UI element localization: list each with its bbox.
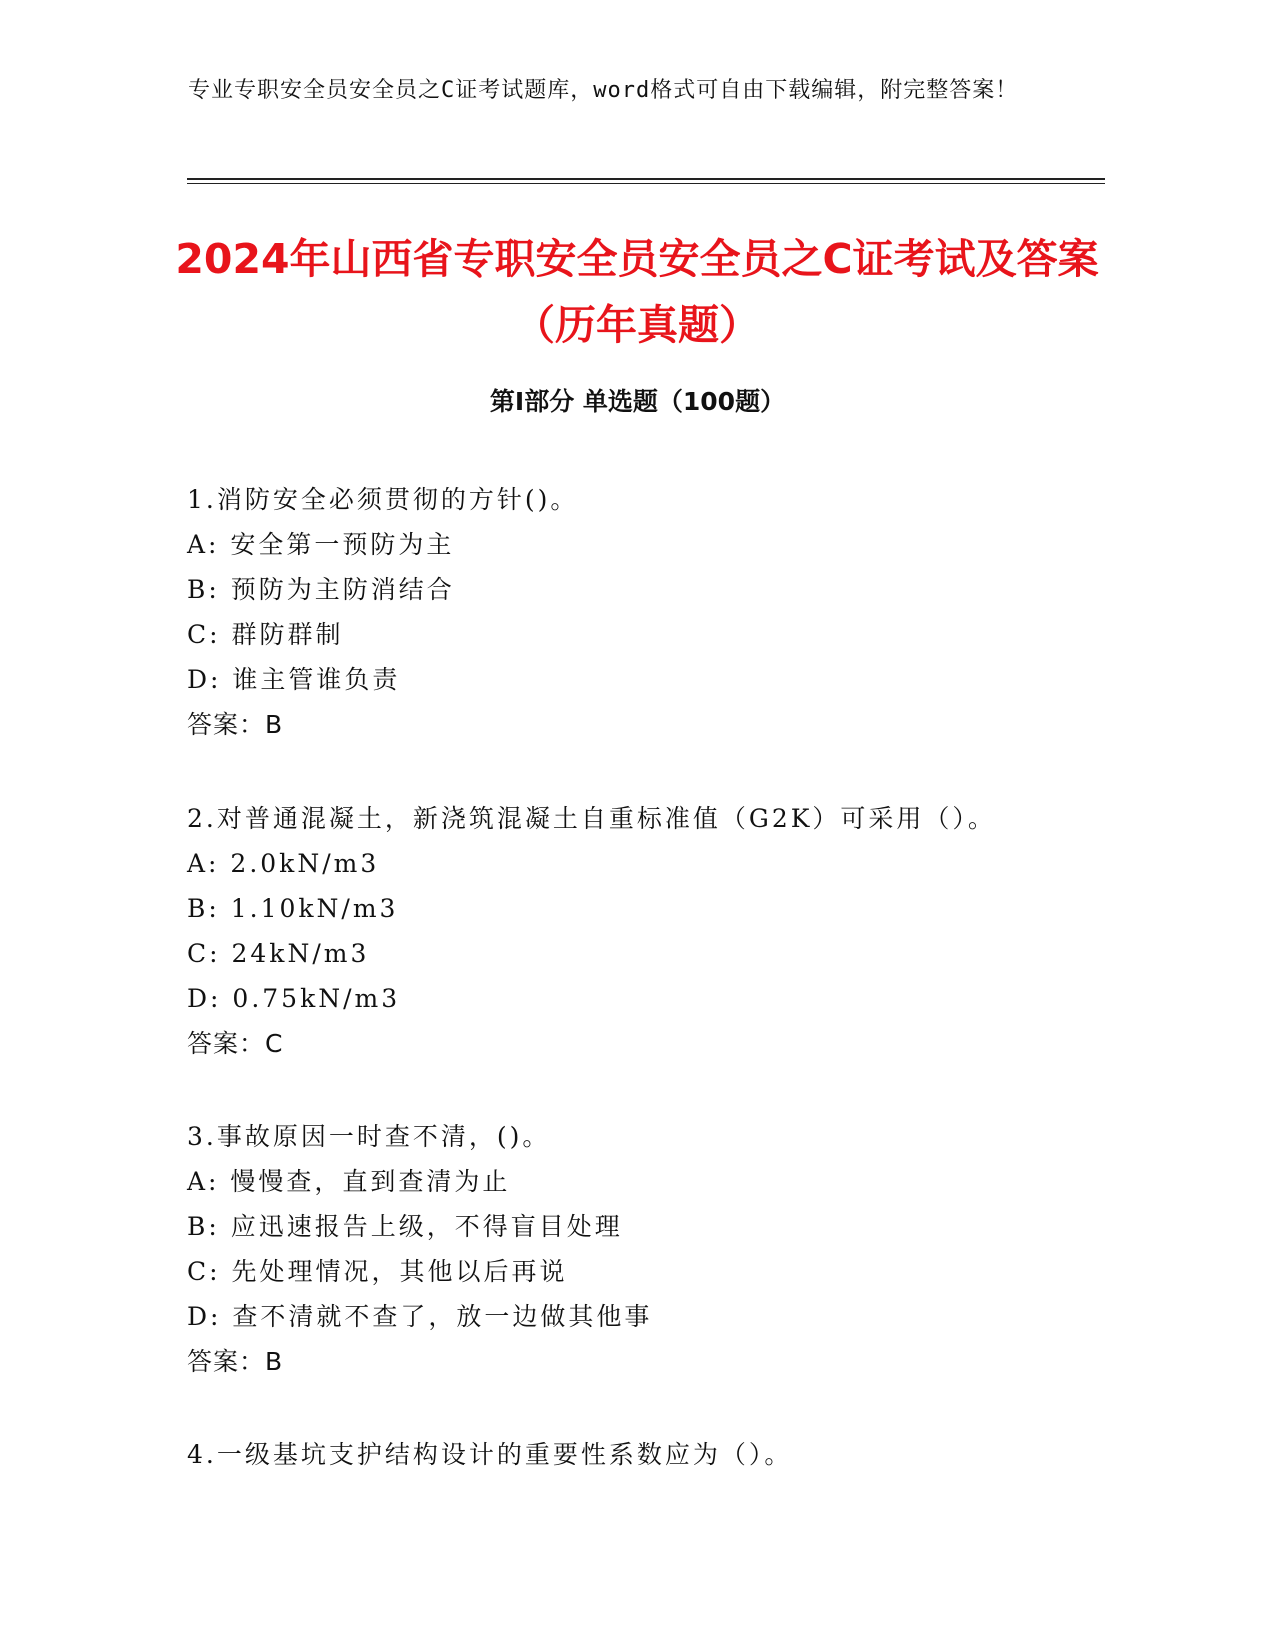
option-c: C: 群防群制 xyxy=(187,620,344,649)
option-d: D: 谁主管谁负责 xyxy=(187,665,401,694)
question-stem: 3.事故原因一时查不清，()。 xyxy=(187,1122,551,1151)
option-a: A: 慢慢查，直到查清为止 xyxy=(187,1167,511,1196)
header-divider-thin xyxy=(187,183,1105,184)
section-heading: 第Ⅰ部分 单选题（100题） xyxy=(489,387,786,416)
question-4 xyxy=(187,1432,1087,1477)
option-a: A: 2.0kN/m3 xyxy=(187,849,380,878)
answer: 答案：C xyxy=(187,1029,284,1058)
answer: 答案：B xyxy=(187,710,284,739)
question-2 xyxy=(187,796,1087,1066)
option-b: B: 预防为主防消结合 xyxy=(187,575,455,604)
option-d: D: 查不清就不查了，放一边做其他事 xyxy=(187,1302,653,1331)
option-a: A: 安全第一预防为主 xyxy=(187,530,455,559)
header-divider-thick xyxy=(187,178,1105,180)
option-d: D: 0.75kN/m3 xyxy=(187,984,401,1013)
question-stem: 1.消防安全必须贯彻的方针()。 xyxy=(187,485,579,514)
question-stem: 4.一级基坑支护结构设计的重要性系数应为（）。 xyxy=(187,1440,793,1469)
option-c: C: 先处理情况，其他以后再说 xyxy=(187,1257,568,1286)
option-c: C: 24kN/m3 xyxy=(187,939,370,968)
question-3 xyxy=(187,1114,1087,1384)
question-1 xyxy=(187,477,1087,747)
answer: 答案：B xyxy=(187,1347,284,1376)
question-stem: 2.对普通混凝土，新浇筑混凝土自重标准值（G2K）可采用（）。 xyxy=(187,804,996,833)
document-title: 2024年山西省专职安全员安全员之C证考试及答案（历年真题） xyxy=(175,235,1099,349)
header-note: 专业专职安全员安全员之C证考试题库，word格式可自由下载编辑，附完整答案！ xyxy=(188,78,1019,103)
option-b: B: 1.10kN/m3 xyxy=(187,894,399,923)
option-b: B: 应迅速报告上级，不得盲目处理 xyxy=(187,1212,623,1241)
